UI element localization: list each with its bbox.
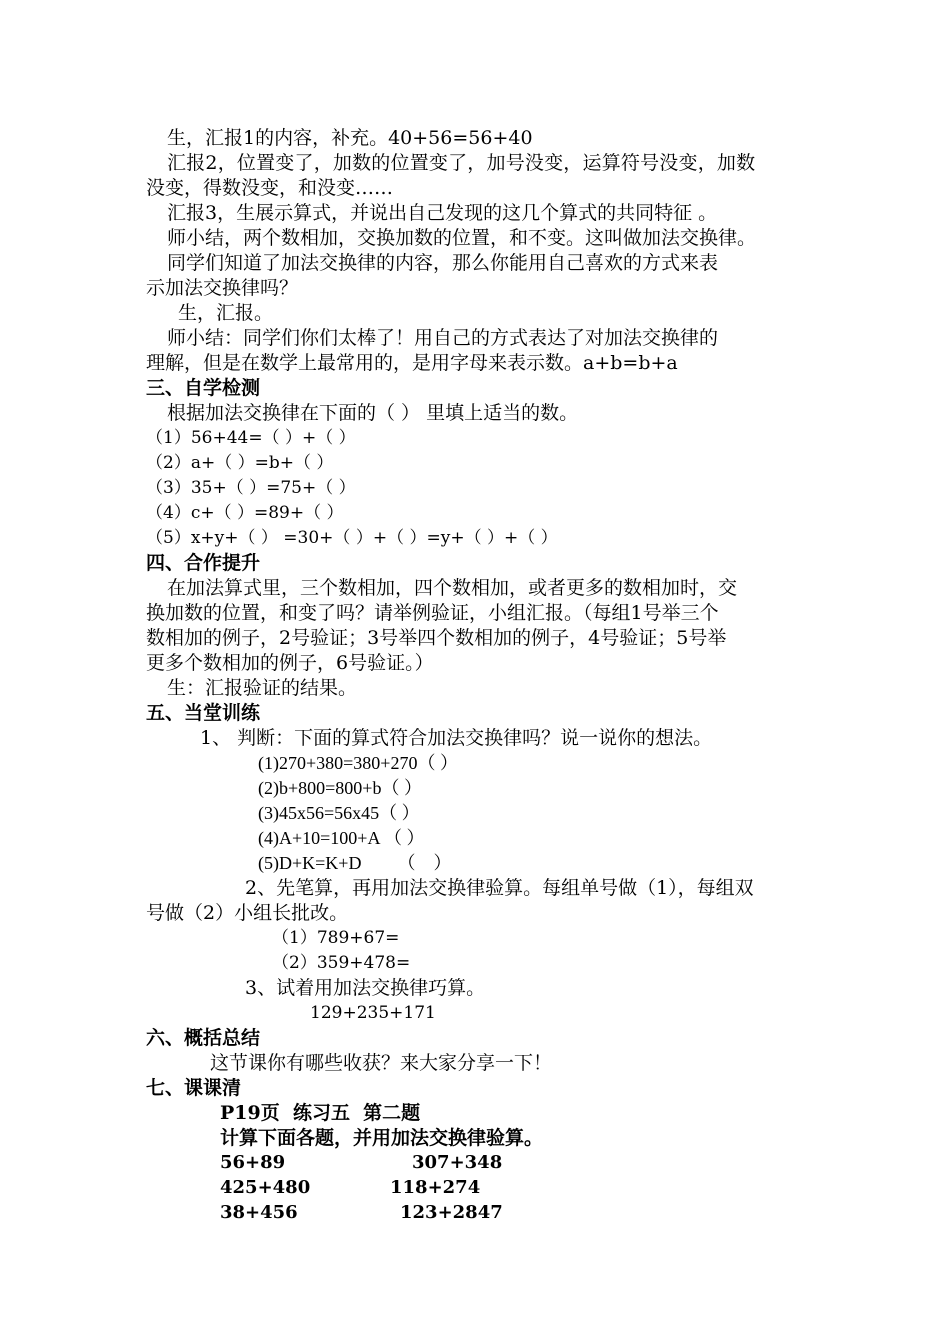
intro-line-1: 生，汇报1的内容，补充。40+56=56+40	[167, 127, 533, 149]
exercise-b-3: 123+2847	[400, 1202, 503, 1223]
section5-question-3-expression: 129+235+171	[310, 1003, 436, 1023]
section3-item-5: （5）x+y+（ ） =30+（ ）+（ ）=y+（ ）+（ ）	[146, 528, 558, 548]
section3-item-4: （4）c+（ ）=89+（ ）	[146, 503, 344, 523]
judge-item-5: (5)D+K=K+D （ ）	[258, 853, 452, 873]
exercise-a-3: 38+456	[220, 1202, 298, 1223]
section3-prompt: 根据加法交换律在下面的（ ） 里填上适当的数。	[167, 402, 579, 424]
exercise-a-2: 425+480	[220, 1177, 311, 1198]
exercise-b-1: 307+348	[412, 1152, 503, 1173]
intro-line-6: 生，汇报。	[178, 302, 274, 324]
section5-heading: 五、当堂训练	[146, 702, 261, 724]
intro-line-5b: 示加法交换律吗？	[146, 277, 299, 299]
section3-item-2: （2）a+（ ）=b+（ ）	[146, 453, 334, 473]
judge-item-2: (2)b+800=800+b（ ）	[258, 778, 422, 798]
judge-item-1: (1)270+380=380+270（ ）	[258, 753, 458, 773]
calc-item-1: （1）789+67=	[272, 928, 400, 948]
section4-line-5: 生：汇报验证的结果。	[167, 677, 358, 699]
section3-heading: 三、自学检测	[146, 377, 261, 399]
intro-line-7b: 理解，但是在数学上最常用的，是用字母来表示数。a+b=b+a	[146, 352, 678, 374]
section4-line-1: 在加法算式里，三个数相加，四个数相加，或者更多的数相加时，交	[167, 577, 738, 599]
intro-line-5a: 同学们知道了加法交换律的内容，那么你能用自己喜欢的方式来表	[167, 252, 719, 274]
section5-question-2a: 2、先笔算，再用加法交换律验算。每组单号做（1），每组双	[245, 877, 754, 899]
section3-item-3: （3）35+（ ）=75+（ ）	[146, 478, 356, 498]
section7-heading: 七、课课清	[146, 1077, 242, 1099]
section6-text: 这节课你有哪些收获？来大家分享一下！	[210, 1052, 553, 1074]
section7-instruction: 计算下面各题，并用加法交换律验算。	[220, 1127, 544, 1149]
intro-line-4: 师小结，两个数相加，交换加数的位置，和不变。这叫做加法交换律。	[167, 227, 757, 249]
judge-item-4: (4)A+10=100+A （ ）	[258, 828, 425, 848]
intro-line-7a: 师小结：同学们你们太棒了！用自己的方式表达了对加法交换律的	[167, 327, 719, 349]
intro-line-2a: 汇报2，位置变了，加数的位置变了，加号没变，运算符号没变，加数	[167, 152, 756, 174]
section4-line-2: 换加数的位置，和变了吗？请举例验证，小组汇报。（每组1号举三个	[146, 602, 719, 624]
exercise-b-2: 118+274	[390, 1177, 481, 1198]
intro-line-2b: 没变，得数没变，和没变……	[146, 177, 394, 199]
section4-line-4: 更多个数相加的例子，6号验证。）	[146, 652, 434, 674]
intro-line-3: 汇报3，生展示算式，并说出自己发现的这几个算式的共同特征 。	[167, 202, 718, 224]
calc-item-2: （2）359+478=	[272, 953, 411, 973]
section7-reference: P19页 练习五 第二题	[220, 1102, 421, 1124]
section4-heading: 四、合作提升	[146, 552, 261, 574]
exercise-a-1: 56+89	[220, 1152, 286, 1173]
section5-question-1: 1、 判断：下面的算式符合加法交换律吗？说一说你的想法。	[200, 727, 713, 749]
section3-item-1: （1）56+44=（ ）+（ ）	[146, 428, 356, 448]
section6-heading: 六、概括总结	[146, 1027, 261, 1049]
section4-line-3: 数相加的例子，2号验证；3号举四个数相加的例子，4号验证；5号举	[146, 627, 727, 649]
section5-question-3: 3、试着用加法交换律巧算。	[245, 977, 486, 999]
judge-item-3: (3)45x56=56x45（ ）	[258, 803, 420, 823]
section5-question-2b: 号做（2）小组长批改。	[146, 902, 349, 924]
